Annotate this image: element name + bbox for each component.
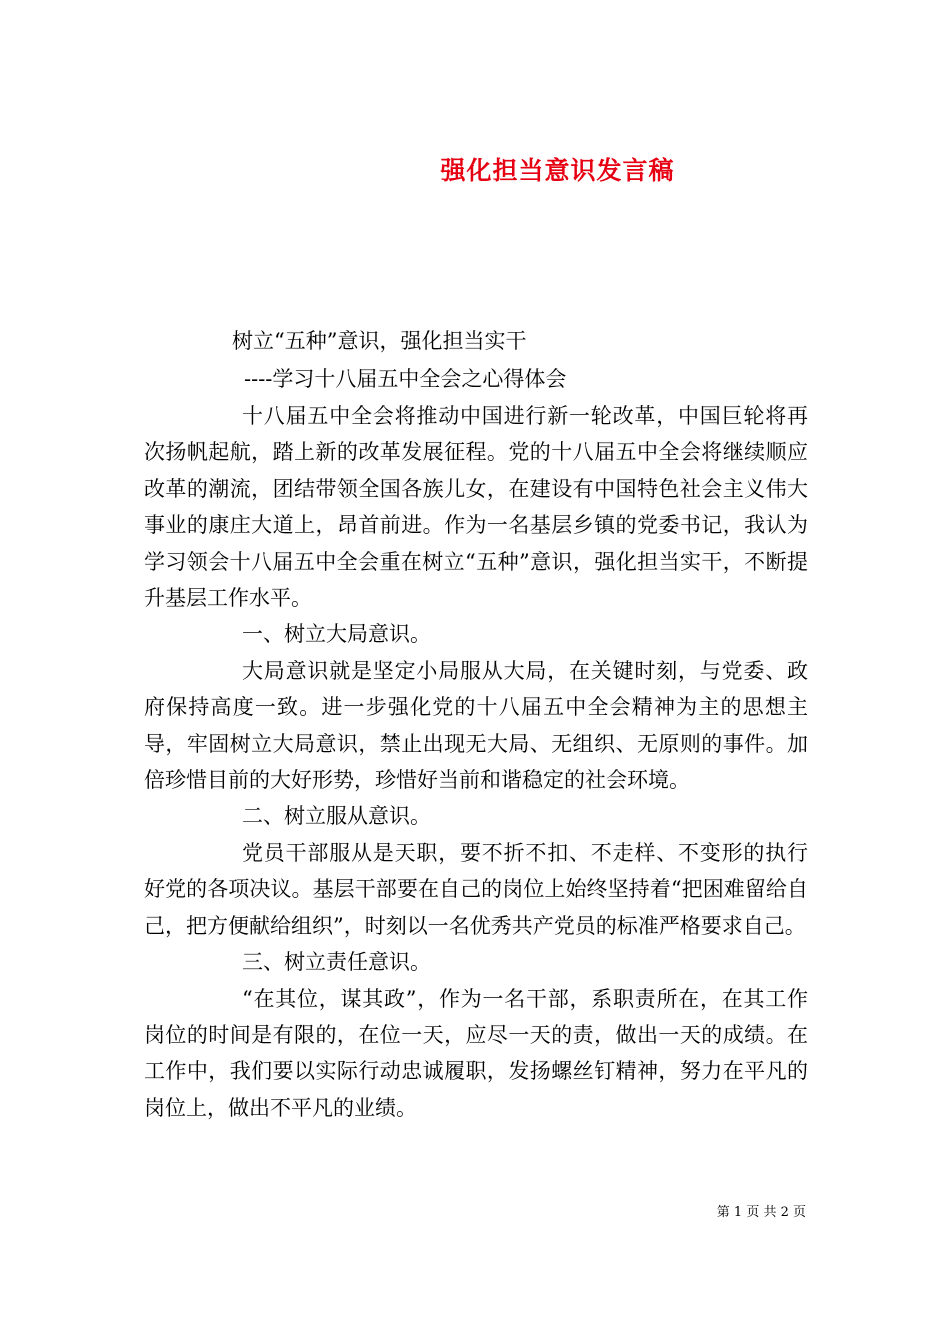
document-byline: ----学习十八届五中全会之心得体会 bbox=[244, 367, 567, 391]
paragraph-section-3: “在其位，谋其政”，作为一名干部，系职责所在，在其工作岗位的时间是有限的，在位一天，应尽一天的责，做出一天的成绩。在工作中，我们要以实际行动忠诚履职，发扬螺丝钉精神，努力在平凡的岗位上，做出不平凡的业绩。 bbox=[144, 986, 808, 1120]
section-heading-1: 一、树立大局意识。 bbox=[242, 622, 431, 647]
section-heading-2: 二、树立服从意识。 bbox=[242, 804, 431, 829]
document-body bbox=[144, 398, 808, 1126]
paragraph-section-1: 大局意识就是坚定小局服从大局，在关键时刻，与党委、政府保持高度一致。进一步强化党的十八届五中全会精神为主的思想主导，牢固树立大局意识，禁止出现无大局、无组织、无原则的事件。加倍珍惜目前的大好形势，珍惜好当前和谐稳定的社会环境。 bbox=[144, 658, 808, 793]
page-number-footer: 第 1 页 共 2 页 bbox=[716, 1205, 806, 1220]
document-subtitle: 树立“五种”意识，强化担当实干 bbox=[232, 329, 527, 353]
section-heading-3: 三、树立责任意识。 bbox=[242, 950, 431, 975]
page-title: 强化担当意识发言稿 bbox=[440, 155, 675, 185]
paragraph-intro: 十八届五中全会将推动中国进行新一轮改革，中国巨轮将再次扬帆起航，踏上新的改革发展征程。党的十八届五中全会将继续顺应改革的潮流，团结带领全国各族儿女，在建设有中国特色社会主义伟大事业的康庄大道上，昂首前进。作为一名基层乡镇的党委书记，我认为学习领会十八届五中全会重在树立“五种”意识，强化担当实干，不断提升基层工作水平。 bbox=[144, 404, 808, 611]
paragraph-section-2: 党员干部服从是天职，要不折不扣、不走样、不变形的执行好党的各项决议。基层干部要在自己的岗位上始终坚持着“把困难留给自己，把方便献给组织”，时刻以一名优秀共产党员的标准严格要求自己。 bbox=[144, 840, 808, 938]
